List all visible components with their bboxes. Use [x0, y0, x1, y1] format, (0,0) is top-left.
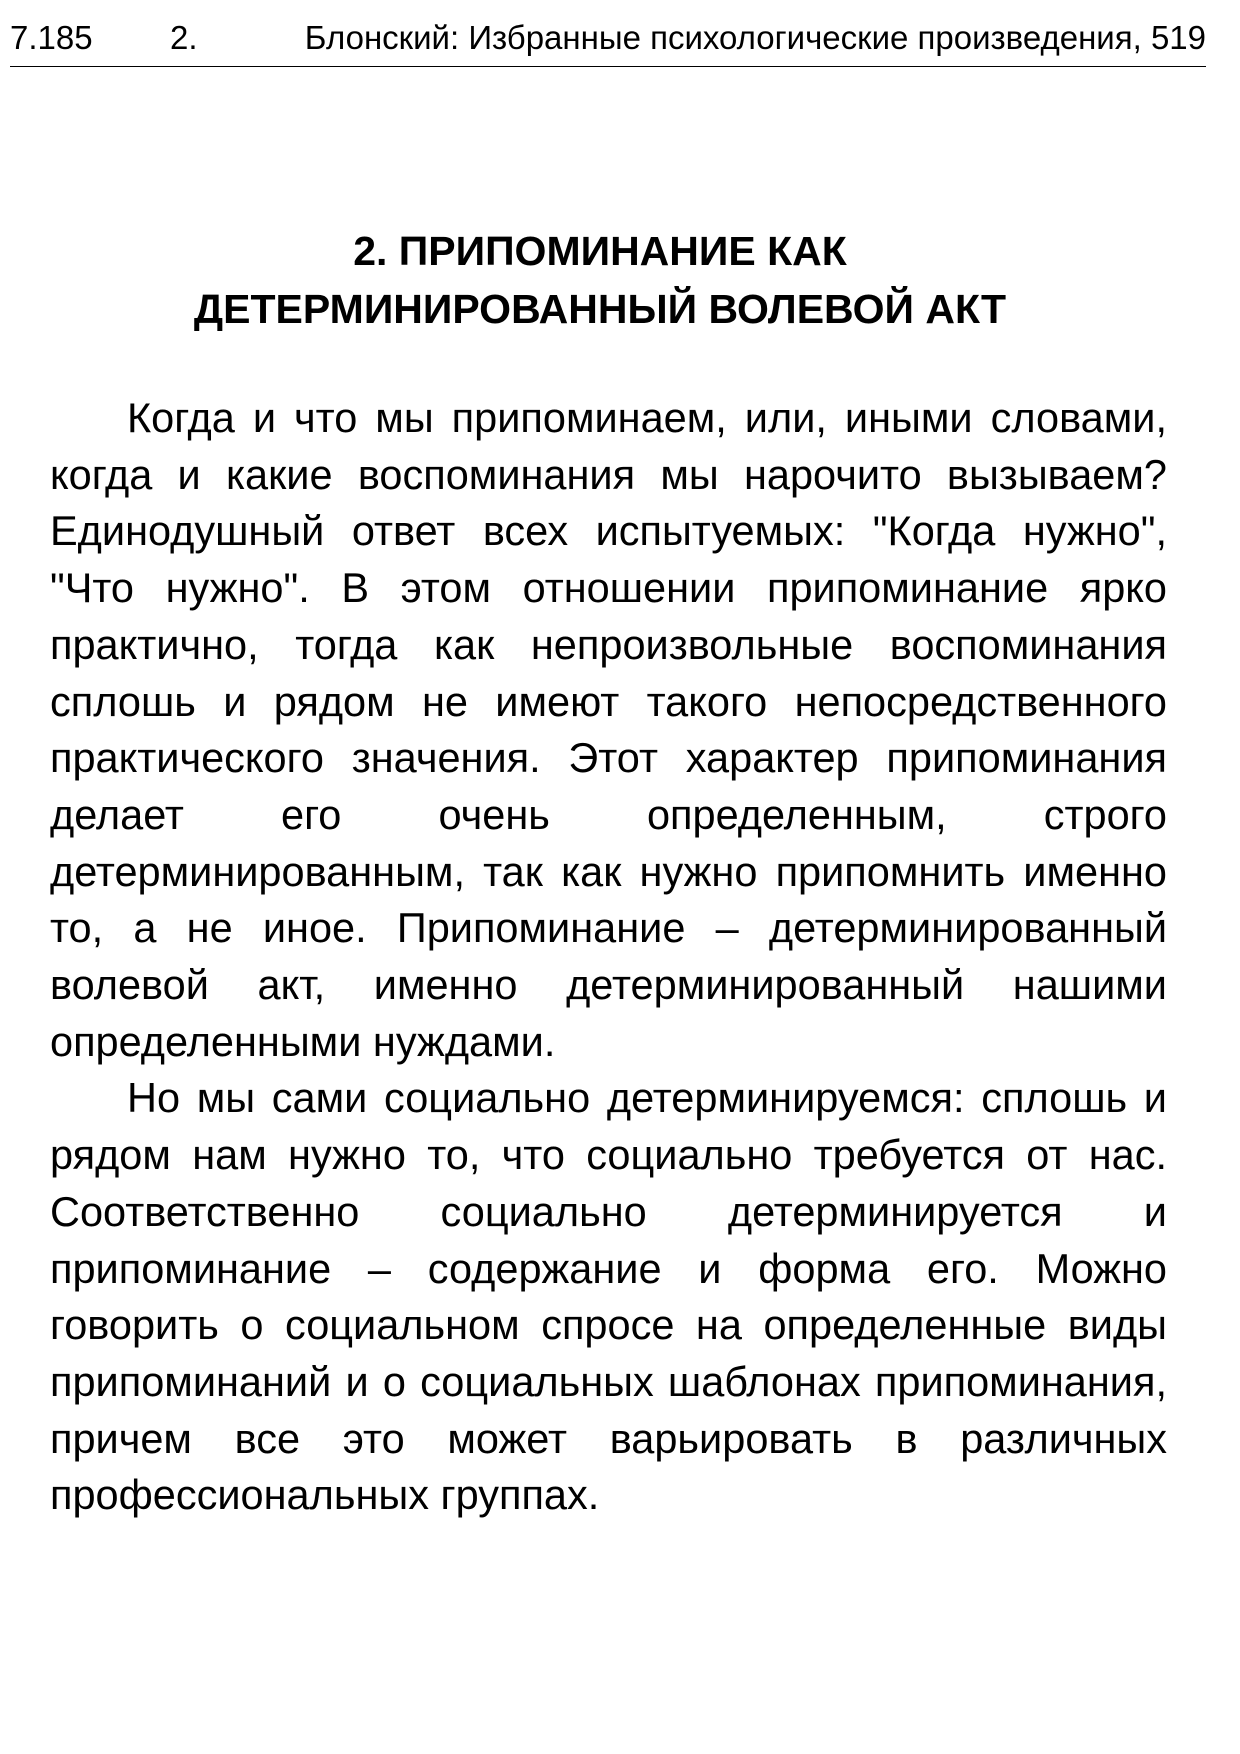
header-code: 7.185	[10, 19, 93, 56]
paragraph-2: Но мы сами социально детерминируемся: сплошь и рядом нам нужно то, что социально требуется от нас. Соответственно социально детерминируется и припоминание – содержание и форма его. Можно говорить о социальном спросе на определенные виды припоминаний и о социальных шаблонах припоминания, причем все это может варьировать в различных профессиональных группах.	[50, 1074, 1167, 1519]
page-header	[10, 16, 1206, 67]
chapter-title	[40, 222, 1160, 338]
chapter-title-line-1: 2. ПРИПОМИНАНИЕ КАК	[353, 228, 847, 274]
body-text	[50, 390, 1167, 1524]
chapter-title-line-2: ДЕТЕРМИНИРОВАННЫЙ ВОЛЕВОЙ АКТ	[193, 286, 1007, 332]
header-book-title: Блонский: Избранные психологические произведения, 519	[304, 19, 1206, 56]
header-section-number: 2.	[170, 19, 198, 56]
paragraph-1: Когда и что мы припоминаем, или, иными словами, когда и какие воспоминания мы нарочито вызываем? Единодушный ответ всех испытуемых: "Когда нужно", "Что нужно". В этом отношении припоминание ярко практично, тогда как непроизвольные воспоминания сплошь и рядом не имеют такого непосредственного практического значения. Этот характер припоминания делает его очень определенным, строго детерминированным, так как нужно припомнить именно то, а не иное. Припоминание – детерминированный волевой акт, именно детерминированный нашими определенными нуждами.	[50, 394, 1167, 1065]
